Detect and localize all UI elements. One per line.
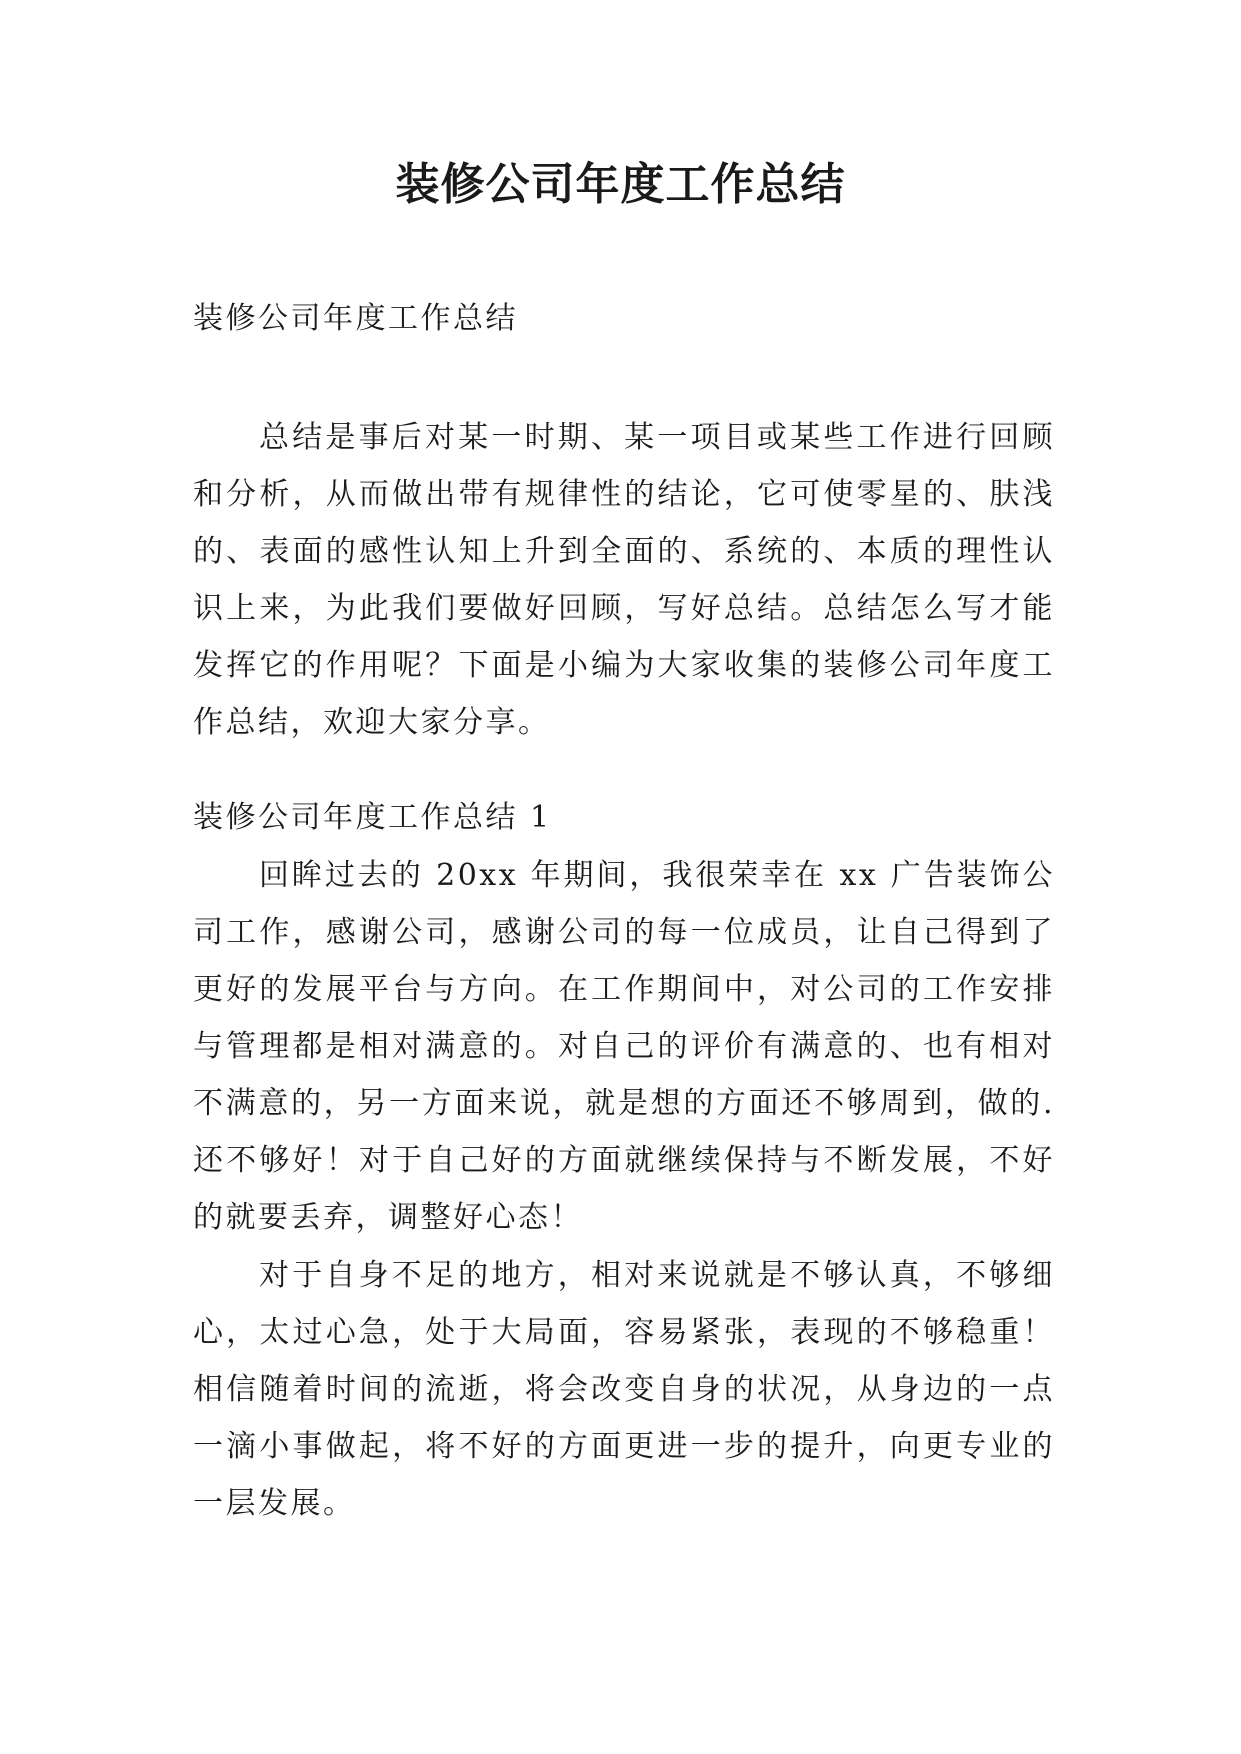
section-heading: 装修公司年度工作总结 1 [193, 800, 552, 835]
body-paragraph: 对于自身不足的地方，相对来说就是不够认真，不够细心，太过心急，处于大局面，容易紧张，表现的不够稳重！相信随着时间的流逝，将会改变自身的状况，从身边的一点一滴小事做起，将不好的方面更进一步的提升，向更专业的一层发展。 [193, 1258, 1055, 1521]
intro-paragraph: 总结是事后对某一时期、某一项目或某些工作进行回顾和分析，从而做出带有规律性的结论，它可使零星的、肤浅的、表面的感性认知上升到全面的、系统的、本质的理性认识上来，为此我们要做好回顾，写好总结。总结怎么写才能发挥它的作用呢？下面是小编为大家收集的装修公司年度工作总结，欢迎大家分享。 [193, 420, 1055, 740]
body-paragraph: 回眸过去的 20xx 年期间，我很荣幸在 xx 广告装饰公司工作，感谢公司，感谢公司的每一位成员，让自己得到了更好的发展平台与方向。在工作期间中，对公司的工作安排与管理都是相对满意的。对自己的评价有满意的、也有相对不满意的，另一方面来说，就是想的方面还不够周到，做的.还不够好！对于自己好的方面就继续保持与不断发展，不好的就要丢弃，调整好心态！ [193, 858, 1055, 1235]
document-subtitle: 装修公司年度工作总结 [193, 301, 518, 336]
document-title: 装修公司年度工作总结 [395, 159, 846, 210]
